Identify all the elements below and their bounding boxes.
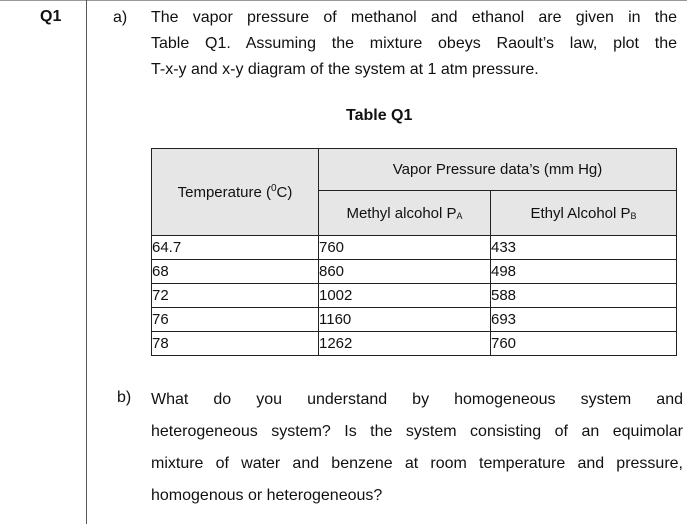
header-methyl-alcohol (319, 191, 491, 236)
vapor-pressure-table (151, 148, 677, 356)
table-title: Table Q1 (346, 107, 413, 124)
header-ethyl-sub: B (630, 210, 637, 221)
cell-methyl: 1262 (319, 332, 491, 356)
header-ethyl-alcohol (491, 191, 677, 236)
header-temperature-label: Temperature ($^0$C) (177, 183, 293, 201)
cell-ethyl: 693 (491, 308, 677, 332)
question-number-column (0, 0, 87, 524)
table-row (152, 308, 677, 332)
header-methyl-label: Methyl alcohol P (346, 204, 457, 222)
part-a-text (151, 5, 677, 83)
header-methyl-sub: A (456, 210, 463, 221)
cell-ethyl: 760 (491, 332, 677, 356)
cell-temperature: 64.7 (152, 236, 319, 260)
table-row (152, 332, 677, 356)
cell-ethyl: 433 (491, 236, 677, 260)
table-row (152, 236, 677, 260)
part-a-line: T-x-y and x-y diagram of the system at 1 atm pressure. (151, 61, 539, 78)
cell-methyl: 760 (319, 236, 491, 260)
part-b-line: homogenous or heterogeneous? (151, 487, 383, 504)
part-b-letter: b) (117, 389, 132, 406)
part-b-text (151, 384, 683, 512)
cell-temperature: 68 (152, 260, 319, 284)
cell-temperature: 76 (152, 308, 319, 332)
top-border (0, 0, 687, 1)
cell-methyl: 860 (319, 260, 491, 284)
part-a-line: The vapor pressure of methanol and ethanol are given in the (151, 9, 677, 26)
table-row (152, 284, 677, 308)
cell-methyl: 1002 (319, 284, 491, 308)
table-row (152, 260, 677, 284)
part-b-line: mixture of water and benzene at room temperature and pressure, (151, 455, 683, 472)
cell-methyl: 1160 (319, 308, 491, 332)
header-temperature (152, 149, 319, 236)
header-vapor-pressure: Vapor Pressure data’s (mm Hg) (319, 149, 677, 191)
part-b-line: What do you understand by homogeneous system and (151, 391, 683, 408)
part-a-line: Table Q1. Assuming the mixture obeys Raoult’s law, plot the (151, 35, 677, 52)
cell-temperature: 72 (152, 284, 319, 308)
header-ethyl-label: Ethyl Alcohol P (530, 204, 631, 222)
cell-ethyl: 498 (491, 260, 677, 284)
part-b-line: heterogeneous system? Is the system consisting of an equimolar (151, 423, 683, 440)
cell-temperature: 78 (152, 332, 319, 356)
cell-ethyl: 588 (491, 284, 677, 308)
part-a-letter: a) (113, 9, 128, 26)
question-label: Q1 (40, 8, 62, 25)
